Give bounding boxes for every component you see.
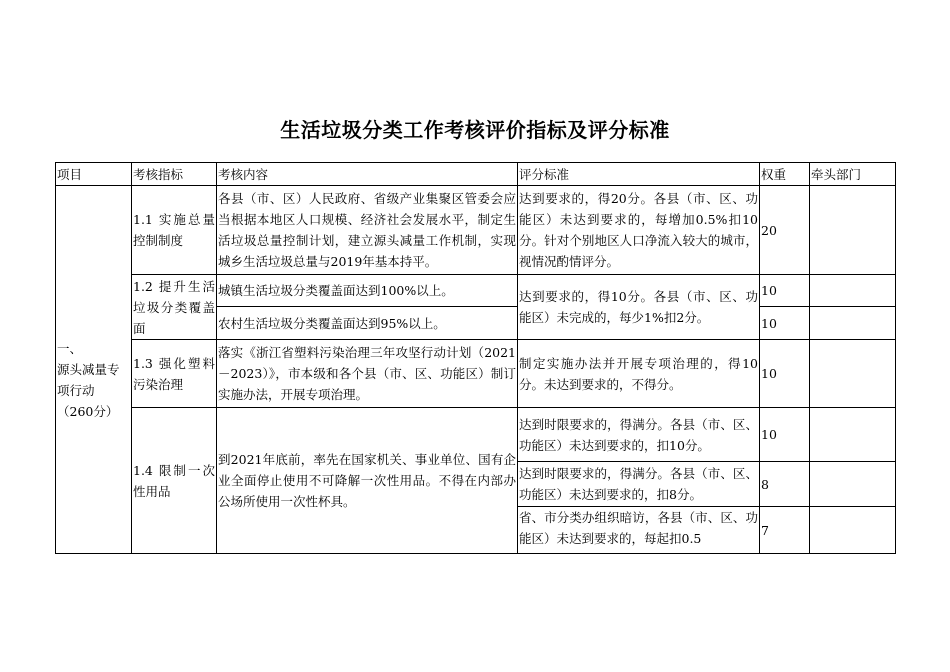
indicator-cell: 1.2 提升生活垃圾分类覆盖面 [132, 275, 217, 340]
header-criteria: 评分标准 [518, 163, 760, 186]
weight-cell: 10 [760, 307, 810, 340]
header-row [56, 163, 896, 186]
weight-cell: 10 [760, 340, 810, 408]
table-row [56, 408, 896, 462]
header-weight: 权重 [760, 163, 810, 186]
indicator-cell: 1.4 限制一次性用品 [132, 408, 217, 554]
header-project: 项目 [56, 163, 132, 186]
content-cell: 各县（市、区）人民政府、省级产业集聚区管委会应当根据本地区人口规模、经济社会发展水平，制定生活垃圾总量控制计划，建立源头减量工作机制，实现城乡生活垃圾总量与2019年基本持平。 [217, 186, 518, 275]
project-label: 一、 源头减量专项行动（260分） [57, 341, 120, 419]
page-title: 生活垃圾分类工作考核评价指标及评分标准 [280, 118, 670, 142]
weight-cell: 7 [760, 507, 810, 554]
header-content: 考核内容 [217, 163, 518, 186]
header-indicator: 考核指标 [132, 163, 217, 186]
dept-cell [810, 507, 896, 554]
criteria-text: 省、市分类办组织暗访，各县（市、区、功能区）未达到要求的，每起扣0.5 [519, 510, 758, 546]
indicator-cell: 1.3 强化塑料污染治理 [132, 340, 217, 408]
dept-cell [810, 340, 896, 408]
table-row [56, 186, 896, 275]
criteria-cell: 达到时限要求的，得满分。各县（市、区、功能区）未达到要求的，扣8分。 [518, 462, 760, 507]
criteria-cell [518, 507, 760, 554]
criteria-cell: 达到时限要求的，得满分。各县（市、区、功能区）未达到要求的，扣10分。 [518, 408, 760, 462]
dept-cell [810, 408, 896, 462]
project-cell [56, 186, 132, 554]
dept-cell [810, 307, 896, 340]
table-row [56, 340, 896, 408]
indicator-cell: 1.1 实施总量控制制度 [132, 186, 217, 275]
dept-cell [810, 186, 896, 275]
content-cell: 落实《浙江省塑料污染治理三年攻坚行动计划（2021－2023）》，市本级和各个县（市、区、功能区）制订实施办法，开展专项治理。 [217, 340, 518, 408]
criteria-cell: 制定实施办法并开展专项治理的，得10分。未达到要求的，不得分。 [518, 340, 760, 408]
dept-cell [810, 462, 896, 507]
criteria-cell: 达到要求的，得20分。各县（市、区、功能区）未达到要求的，每增加0.5%扣10分。针对个别地区人口净流入较大的城市，视情况酌情评分。 [518, 186, 760, 275]
table-row [56, 275, 896, 307]
content-cell: 农村生活垃圾分类覆盖面达到95%以上。 [217, 307, 518, 340]
dept-cell [810, 275, 896, 307]
weight-cell: 10 [760, 275, 810, 307]
content-cell: 城镇生活垃圾分类覆盖面达到100%以上。 [217, 275, 518, 307]
weight-cell: 8 [760, 462, 810, 507]
header-dept: 牵头部门 [810, 163, 896, 186]
weight-cell: 20 [760, 186, 810, 275]
evaluation-table [55, 162, 896, 554]
content-cell: 到2021年底前，率先在国家机关、事业单位、国有企业全面停止使用不可降解一次性用品。不得在内部办公场所使用一次性杯具。 [217, 408, 518, 554]
weight-cell: 10 [760, 408, 810, 462]
criteria-cell: 达到要求的，得10分。各县（市、区、功能区）未完成的，每少1%扣2分。 [518, 275, 760, 340]
